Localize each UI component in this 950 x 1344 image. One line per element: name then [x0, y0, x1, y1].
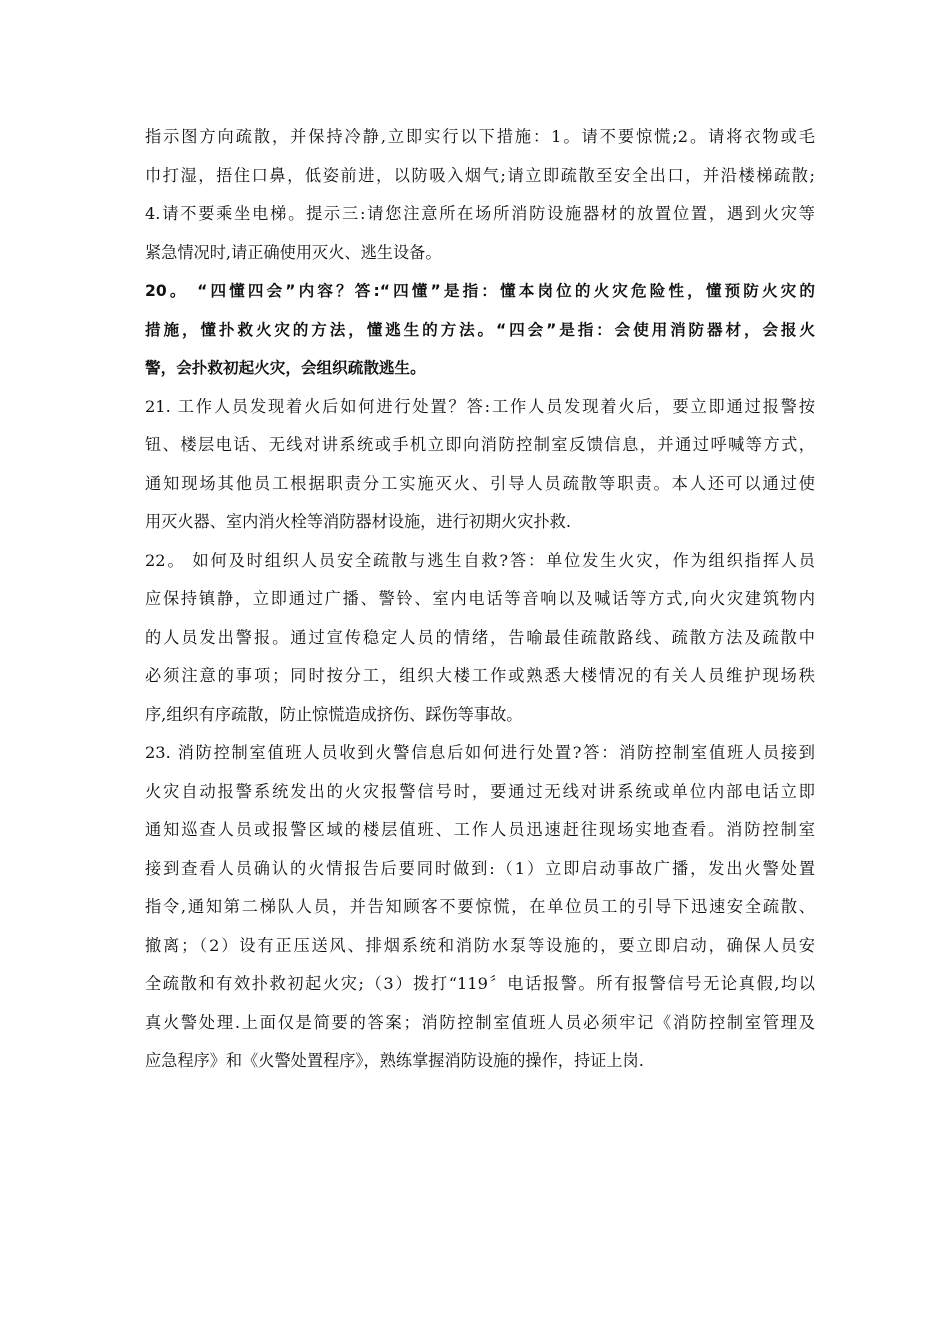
text-line: 应急程序》和《火警处置程序》，熟练掌握消防设施的操作，持证上岗.	[145, 1051, 644, 1070]
text-line: 火灾自动报警系统发出的火灾报警信号时，要通过无线对讲系统或单位内部电话立即	[145, 781, 815, 801]
question-22	[145, 542, 815, 735]
text-line: 措施，懂扑救火灾的方法，懂逃生的方法。“四会”是指：会使用消防器材，会报火	[145, 320, 815, 339]
text-line: 23. 消防控制室值班人员收到火警信息后如何进行处置?答：消防控制室值班人员接到	[145, 743, 815, 762]
text-line: 22。 如何及时组织人员安全疏散与逃生自救?答：单位发生火灾，作为组织指挥人员	[145, 550, 815, 570]
text-line: 21. 工作人员发现着火后如何进行处置？答:工作人员发现着火后，要立即通过报警按	[145, 396, 815, 416]
text-line: 钮、楼层电话、无线对讲系统或手机立即向消防控制室反馈信息，并通过呼喊等方式，	[145, 435, 815, 454]
text-line: 撤离；（2）设有正压送风、排烟系统和消防水泵等设施的，要立即启动，确保人员安	[145, 935, 815, 955]
text-line: 通知现场其他员工根据职责分工实施灭火、引导人员疏散等职责。本人还可以通过使	[145, 473, 815, 493]
text-line: 应保持镇静，立即通过广播、警铃、室内电话等音响以及喊话等方式,向火灾建筑物内	[145, 589, 815, 608]
question-23	[145, 734, 815, 1081]
question-21	[145, 388, 815, 542]
text-line: 用灭火器、室内消火栓等消防器材设施，进行初期火灾扑救.	[145, 512, 572, 531]
text-line: 20。 “四懂四会”内容？答:“四懂”是指：懂本岗位的火灾危险性，懂预防火灾的	[145, 282, 815, 300]
text-line: 序,组织有序疏散，防止惊慌造成挤伤、踩伤等事故。	[145, 704, 523, 724]
text-line: 全疏散和有效扑救初起火灾;（3）拨打“119〞电话报警。所有报警信号无论真假,均以	[145, 974, 815, 993]
text-line: 指示图方向疏散，并保持冷静,立即实行以下措施：1。请不要惊慌;2。请将衣物或毛	[145, 127, 815, 146]
question-20	[145, 272, 815, 388]
text-line: 必须注意的事项；同时按分工，组织大楼工作或熟悉大楼情况的有关人员维护现场秩	[145, 666, 815, 685]
paragraph-fire-prompt	[145, 118, 815, 272]
text-line: 指令,通知第二梯队人员，并告知顾客不要惊慌，在单位员工的引导下迅速安全疏散、	[145, 897, 815, 916]
text-line: 4.请不要乘坐电梯。提示三:请您注意所在场所消防设施器材的放置位置，遇到火灾等	[145, 204, 815, 223]
text-line: 巾打湿，捂住口鼻，低姿前进，以防吸入烟气;请立即疏散至安全出口，并沿楼梯疏散;	[145, 165, 815, 185]
document-body	[145, 118, 815, 1081]
text-line: 真火警处理.上面仅是简要的答案；消防控制室值班人员必须牢记《消防控制室管理及	[145, 1012, 815, 1032]
text-line: 的人员发出警报。通过宣传稳定人员的情绪，告喻最佳疏散路线、疏散方法及疏散中	[145, 627, 815, 647]
text-line: 通知巡查人员或报警区域的楼层值班、工作人员迅速赶往现场实地查看。消防控制室	[145, 820, 815, 839]
text-line: 警，会扑救初起火灾，会组织疏散逃生。	[145, 359, 426, 377]
text-line: 接到查看人员确认的火情报告后要同时做到:（1）立即启动事故广播，发出火警处置	[145, 858, 815, 878]
text-line: 紧急情况时,请正确使用灭火、逃生设备。	[145, 242, 442, 262]
